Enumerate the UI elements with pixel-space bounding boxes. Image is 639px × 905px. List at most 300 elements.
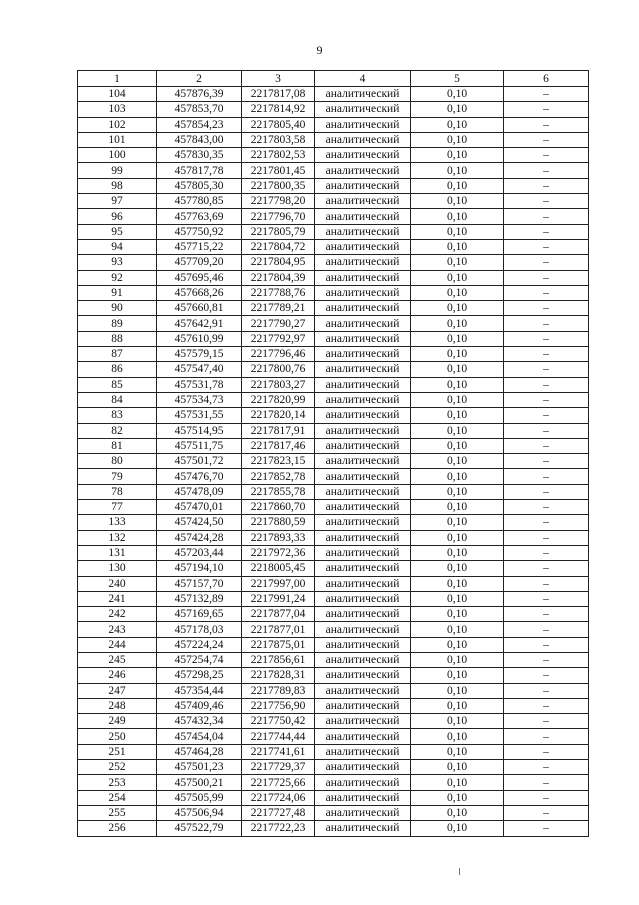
x-coordinate-cell: 457424,50	[157, 515, 242, 530]
point-number-cell: 91	[78, 285, 157, 300]
x-coordinate-cell: 457531,55	[157, 408, 242, 423]
note-cell: –	[504, 698, 589, 713]
table-row	[78, 209, 589, 224]
method-cell: аналитический	[315, 239, 411, 254]
point-number-cell: 244	[78, 637, 157, 652]
x-coordinate-cell: 457224,24	[157, 637, 242, 652]
method-cell: аналитический	[315, 438, 411, 453]
accuracy-cell: 0,10	[411, 316, 504, 331]
x-coordinate-cell: 457514,95	[157, 423, 242, 438]
note-cell: –	[504, 729, 589, 744]
note-cell: –	[504, 515, 589, 530]
x-coordinate-cell: 457254,74	[157, 652, 242, 667]
table-row	[78, 392, 589, 407]
note-cell: –	[504, 530, 589, 545]
point-number-cell: 97	[78, 194, 157, 209]
method-cell: аналитический	[315, 255, 411, 270]
y-coordinate-cell: 2217991,24	[242, 591, 315, 606]
table-row	[78, 347, 589, 362]
table-row	[78, 163, 589, 178]
point-number-cell: 131	[78, 545, 157, 560]
y-coordinate-cell: 2217788,76	[242, 285, 315, 300]
note-cell: –	[504, 347, 589, 362]
x-coordinate-cell: 457470,01	[157, 500, 242, 515]
accuracy-cell: 0,10	[411, 484, 504, 499]
method-cell: аналитический	[315, 408, 411, 423]
note-cell: –	[504, 377, 589, 392]
method-cell: аналитический	[315, 102, 411, 117]
point-number-cell: 255	[78, 805, 157, 820]
y-coordinate-cell: 2217798,20	[242, 194, 315, 209]
point-number-cell: 95	[78, 224, 157, 239]
y-coordinate-cell: 2217724,06	[242, 790, 315, 805]
accuracy-cell: 0,10	[411, 714, 504, 729]
table-row	[78, 87, 589, 102]
table-row	[78, 805, 589, 820]
note-cell: –	[504, 194, 589, 209]
table-row	[78, 714, 589, 729]
scan-mark	[459, 868, 460, 875]
x-coordinate-cell: 457298,25	[157, 668, 242, 683]
table-header-row	[78, 71, 589, 87]
point-number-cell: 133	[78, 515, 157, 530]
table-row	[78, 576, 589, 591]
note-cell: –	[504, 607, 589, 622]
y-coordinate-cell: 2217997,00	[242, 576, 315, 591]
note-cell: –	[504, 270, 589, 285]
y-coordinate-cell: 2217803,27	[242, 377, 315, 392]
note-cell: –	[504, 132, 589, 147]
point-number-cell: 78	[78, 484, 157, 499]
y-coordinate-cell: 2217817,91	[242, 423, 315, 438]
accuracy-cell: 0,10	[411, 821, 504, 836]
y-coordinate-cell: 2217880,59	[242, 515, 315, 530]
y-coordinate-cell: 2217804,95	[242, 255, 315, 270]
y-coordinate-cell: 2217756,90	[242, 698, 315, 713]
y-coordinate-cell: 2217856,61	[242, 652, 315, 667]
accuracy-cell: 0,10	[411, 652, 504, 667]
accuracy-cell: 0,10	[411, 301, 504, 316]
y-coordinate-cell: 2217790,27	[242, 316, 315, 331]
point-number-cell: 93	[78, 255, 157, 270]
table-row	[78, 698, 589, 713]
point-number-cell: 83	[78, 408, 157, 423]
table-row	[78, 239, 589, 254]
method-cell: аналитический	[315, 224, 411, 239]
y-coordinate-cell: 2217744,44	[242, 729, 315, 744]
note-cell: –	[504, 775, 589, 790]
accuracy-cell: 0,10	[411, 117, 504, 132]
table-row	[78, 377, 589, 392]
method-cell: аналитический	[315, 515, 411, 530]
accuracy-cell: 0,10	[411, 362, 504, 377]
accuracy-cell: 0,10	[411, 790, 504, 805]
table-row	[78, 285, 589, 300]
point-number-cell: 256	[78, 821, 157, 836]
method-cell: аналитический	[315, 561, 411, 576]
accuracy-cell: 0,10	[411, 607, 504, 622]
column-header: 1	[78, 71, 157, 87]
accuracy-cell: 0,10	[411, 744, 504, 759]
table-row	[78, 561, 589, 576]
point-number-cell: 103	[78, 102, 157, 117]
note-cell: –	[504, 102, 589, 117]
table-row	[78, 744, 589, 759]
y-coordinate-cell: 2217893,33	[242, 530, 315, 545]
accuracy-cell: 0,10	[411, 698, 504, 713]
y-coordinate-cell: 2217804,39	[242, 270, 315, 285]
x-coordinate-cell: 457409,46	[157, 698, 242, 713]
table-row	[78, 255, 589, 270]
x-coordinate-cell: 457501,23	[157, 760, 242, 775]
note-cell: –	[504, 591, 589, 606]
note-cell: –	[504, 500, 589, 515]
y-coordinate-cell: 2217796,46	[242, 347, 315, 362]
point-number-cell: 240	[78, 576, 157, 591]
x-coordinate-cell: 457610,99	[157, 331, 242, 346]
x-coordinate-cell: 457511,75	[157, 438, 242, 453]
table-row	[78, 775, 589, 790]
x-coordinate-cell: 457715,22	[157, 239, 242, 254]
accuracy-cell: 0,10	[411, 270, 504, 285]
table-body	[78, 71, 589, 837]
y-coordinate-cell: 2217722,23	[242, 821, 315, 836]
note-cell: –	[504, 760, 589, 775]
x-coordinate-cell: 457853,70	[157, 102, 242, 117]
accuracy-cell: 0,10	[411, 408, 504, 423]
column-header: 2	[157, 71, 242, 87]
accuracy-cell: 0,10	[411, 668, 504, 683]
accuracy-cell: 0,10	[411, 102, 504, 117]
accuracy-cell: 0,10	[411, 683, 504, 698]
y-coordinate-cell: 2217877,04	[242, 607, 315, 622]
point-number-cell: 249	[78, 714, 157, 729]
method-cell: аналитический	[315, 760, 411, 775]
accuracy-cell: 0,10	[411, 194, 504, 209]
note-cell: –	[504, 821, 589, 836]
accuracy-cell: 0,10	[411, 545, 504, 560]
table-row	[78, 331, 589, 346]
note-cell: –	[504, 545, 589, 560]
table-row	[78, 591, 589, 606]
page-number: 9	[316, 43, 323, 57]
y-coordinate-cell: 2217820,99	[242, 392, 315, 407]
method-cell: аналитический	[315, 194, 411, 209]
x-coordinate-cell: 457534,73	[157, 392, 242, 407]
x-coordinate-cell: 457522,79	[157, 821, 242, 836]
column-header: 4	[315, 71, 411, 87]
coordinates-table	[77, 70, 589, 837]
y-coordinate-cell: 2217877,01	[242, 622, 315, 637]
table-row	[78, 454, 589, 469]
x-coordinate-cell: 457642,91	[157, 316, 242, 331]
note-cell: –	[504, 744, 589, 759]
method-cell: аналитический	[315, 729, 411, 744]
table-row	[78, 102, 589, 117]
x-coordinate-cell: 457805,30	[157, 178, 242, 193]
point-number-cell: 86	[78, 362, 157, 377]
accuracy-cell: 0,10	[411, 576, 504, 591]
y-coordinate-cell: 2217817,46	[242, 438, 315, 453]
y-coordinate-cell: 2217729,37	[242, 760, 315, 775]
table-row	[78, 760, 589, 775]
table-row	[78, 530, 589, 545]
note-cell: –	[504, 561, 589, 576]
table-row	[78, 132, 589, 147]
table-row	[78, 270, 589, 285]
method-cell: аналитический	[315, 392, 411, 407]
point-number-cell: 101	[78, 132, 157, 147]
accuracy-cell: 0,10	[411, 285, 504, 300]
y-coordinate-cell: 2217792,97	[242, 331, 315, 346]
note-cell: –	[504, 637, 589, 652]
method-cell: аналитический	[315, 622, 411, 637]
x-coordinate-cell: 457695,46	[157, 270, 242, 285]
y-coordinate-cell: 2217802,53	[242, 148, 315, 163]
column-header: 3	[242, 71, 315, 87]
table-row	[78, 224, 589, 239]
note-cell: –	[504, 408, 589, 423]
point-number-cell: 84	[78, 392, 157, 407]
method-cell: аналитический	[315, 377, 411, 392]
y-coordinate-cell: 2217796,70	[242, 209, 315, 224]
accuracy-cell: 0,10	[411, 224, 504, 239]
y-coordinate-cell: 2217852,78	[242, 469, 315, 484]
x-coordinate-cell: 457506,94	[157, 805, 242, 820]
table-row	[78, 301, 589, 316]
method-cell: аналитический	[315, 469, 411, 484]
point-number-cell: 254	[78, 790, 157, 805]
y-coordinate-cell: 2217823,15	[242, 454, 315, 469]
x-coordinate-cell: 457432,34	[157, 714, 242, 729]
note-cell: –	[504, 255, 589, 270]
table-row	[78, 637, 589, 652]
x-coordinate-cell: 457668,26	[157, 285, 242, 300]
note-cell: –	[504, 239, 589, 254]
point-number-cell: 87	[78, 347, 157, 362]
table-row	[78, 729, 589, 744]
y-coordinate-cell: 2217805,79	[242, 224, 315, 239]
column-header: 6	[504, 71, 589, 87]
x-coordinate-cell: 457500,21	[157, 775, 242, 790]
y-coordinate-cell: 2217860,70	[242, 500, 315, 515]
method-cell: аналитический	[315, 714, 411, 729]
x-coordinate-cell: 457876,39	[157, 87, 242, 102]
x-coordinate-cell: 457547,40	[157, 362, 242, 377]
point-number-cell: 77	[78, 500, 157, 515]
method-cell: аналитический	[315, 652, 411, 667]
x-coordinate-cell: 457505,99	[157, 790, 242, 805]
table-row	[78, 515, 589, 530]
method-cell: аналитический	[315, 698, 411, 713]
table-row	[78, 790, 589, 805]
note-cell: –	[504, 790, 589, 805]
accuracy-cell: 0,10	[411, 423, 504, 438]
y-coordinate-cell: 2217727,48	[242, 805, 315, 820]
accuracy-cell: 0,10	[411, 500, 504, 515]
accuracy-cell: 0,10	[411, 392, 504, 407]
accuracy-cell: 0,10	[411, 239, 504, 254]
table-row	[78, 484, 589, 499]
method-cell: аналитический	[315, 209, 411, 224]
table-row	[78, 178, 589, 193]
y-coordinate-cell: 2217804,72	[242, 239, 315, 254]
y-coordinate-cell: 2217725,66	[242, 775, 315, 790]
point-number-cell: 252	[78, 760, 157, 775]
accuracy-cell: 0,10	[411, 561, 504, 576]
note-cell: –	[504, 622, 589, 637]
table-row	[78, 316, 589, 331]
y-coordinate-cell: 2217814,92	[242, 102, 315, 117]
accuracy-cell: 0,10	[411, 637, 504, 652]
accuracy-cell: 0,10	[411, 591, 504, 606]
accuracy-cell: 0,10	[411, 469, 504, 484]
method-cell: аналитический	[315, 744, 411, 759]
point-number-cell: 242	[78, 607, 157, 622]
note-cell: –	[504, 683, 589, 698]
note-cell: –	[504, 805, 589, 820]
note-cell: –	[504, 668, 589, 683]
x-coordinate-cell: 457454,04	[157, 729, 242, 744]
point-number-cell: 90	[78, 301, 157, 316]
method-cell: аналитический	[315, 775, 411, 790]
note-cell: –	[504, 438, 589, 453]
accuracy-cell: 0,10	[411, 622, 504, 637]
method-cell: аналитический	[315, 454, 411, 469]
accuracy-cell: 0,10	[411, 438, 504, 453]
note-cell: –	[504, 331, 589, 346]
note-cell: –	[504, 178, 589, 193]
method-cell: аналитический	[315, 316, 411, 331]
method-cell: аналитический	[315, 545, 411, 560]
table-row	[78, 545, 589, 560]
x-coordinate-cell: 457157,70	[157, 576, 242, 591]
point-number-cell: 94	[78, 239, 157, 254]
table-row	[78, 117, 589, 132]
y-coordinate-cell: 2217972,36	[242, 545, 315, 560]
note-cell: –	[504, 362, 589, 377]
method-cell: аналитический	[315, 530, 411, 545]
x-coordinate-cell: 457169,65	[157, 607, 242, 622]
point-number-cell: 130	[78, 561, 157, 576]
table-row	[78, 194, 589, 209]
point-number-cell: 98	[78, 178, 157, 193]
point-number-cell: 245	[78, 652, 157, 667]
method-cell: аналитический	[315, 117, 411, 132]
method-cell: аналитический	[315, 163, 411, 178]
point-number-cell: 82	[78, 423, 157, 438]
point-number-cell: 96	[78, 209, 157, 224]
note-cell: –	[504, 301, 589, 316]
x-coordinate-cell: 457660,81	[157, 301, 242, 316]
note-cell: –	[504, 163, 589, 178]
x-coordinate-cell: 457709,20	[157, 255, 242, 270]
note-cell: –	[504, 576, 589, 591]
table-row	[78, 652, 589, 667]
x-coordinate-cell: 457194,10	[157, 561, 242, 576]
x-coordinate-cell: 457501,72	[157, 454, 242, 469]
method-cell: аналитический	[315, 178, 411, 193]
table-row	[78, 668, 589, 683]
point-number-cell: 89	[78, 316, 157, 331]
x-coordinate-cell: 457817,78	[157, 163, 242, 178]
x-coordinate-cell: 457178,03	[157, 622, 242, 637]
point-number-cell: 81	[78, 438, 157, 453]
x-coordinate-cell: 457579,15	[157, 347, 242, 362]
y-coordinate-cell: 2218005,45	[242, 561, 315, 576]
accuracy-cell: 0,10	[411, 760, 504, 775]
method-cell: аналитический	[315, 87, 411, 102]
x-coordinate-cell: 457476,70	[157, 469, 242, 484]
note-cell: –	[504, 148, 589, 163]
accuracy-cell: 0,10	[411, 805, 504, 820]
method-cell: аналитический	[315, 148, 411, 163]
y-coordinate-cell: 2217817,08	[242, 87, 315, 102]
point-number-cell: 246	[78, 668, 157, 683]
method-cell: аналитический	[315, 331, 411, 346]
y-coordinate-cell: 2217805,40	[242, 117, 315, 132]
note-cell: –	[504, 469, 589, 484]
x-coordinate-cell: 457830,35	[157, 148, 242, 163]
point-number-cell: 250	[78, 729, 157, 744]
method-cell: аналитический	[315, 668, 411, 683]
point-number-cell: 241	[78, 591, 157, 606]
y-coordinate-cell: 2217750,42	[242, 714, 315, 729]
note-cell: –	[504, 484, 589, 499]
method-cell: аналитический	[315, 591, 411, 606]
y-coordinate-cell: 2217741,61	[242, 744, 315, 759]
table-row	[78, 362, 589, 377]
note-cell: –	[504, 652, 589, 667]
y-coordinate-cell: 2217828,31	[242, 668, 315, 683]
note-cell: –	[504, 209, 589, 224]
method-cell: аналитический	[315, 637, 411, 652]
point-number-cell: 88	[78, 331, 157, 346]
table-row	[78, 683, 589, 698]
method-cell: аналитический	[315, 347, 411, 362]
x-coordinate-cell: 457780,85	[157, 194, 242, 209]
accuracy-cell: 0,10	[411, 775, 504, 790]
table-row	[78, 622, 589, 637]
point-number-cell: 99	[78, 163, 157, 178]
point-number-cell: 251	[78, 744, 157, 759]
method-cell: аналитический	[315, 607, 411, 622]
method-cell: аналитический	[315, 805, 411, 820]
y-coordinate-cell: 2217855,78	[242, 484, 315, 499]
note-cell: –	[504, 714, 589, 729]
point-number-cell: 247	[78, 683, 157, 698]
y-coordinate-cell: 2217789,83	[242, 683, 315, 698]
accuracy-cell: 0,10	[411, 87, 504, 102]
accuracy-cell: 0,10	[411, 148, 504, 163]
accuracy-cell: 0,10	[411, 209, 504, 224]
note-cell: –	[504, 117, 589, 132]
method-cell: аналитический	[315, 683, 411, 698]
method-cell: аналитический	[315, 484, 411, 499]
accuracy-cell: 0,10	[411, 530, 504, 545]
note-cell: –	[504, 454, 589, 469]
table-row	[78, 469, 589, 484]
accuracy-cell: 0,10	[411, 454, 504, 469]
note-cell: –	[504, 87, 589, 102]
accuracy-cell: 0,10	[411, 729, 504, 744]
x-coordinate-cell: 457354,44	[157, 683, 242, 698]
point-number-cell: 79	[78, 469, 157, 484]
y-coordinate-cell: 2217800,76	[242, 362, 315, 377]
x-coordinate-cell: 457531,78	[157, 377, 242, 392]
note-cell: –	[504, 285, 589, 300]
method-cell: аналитический	[315, 500, 411, 515]
